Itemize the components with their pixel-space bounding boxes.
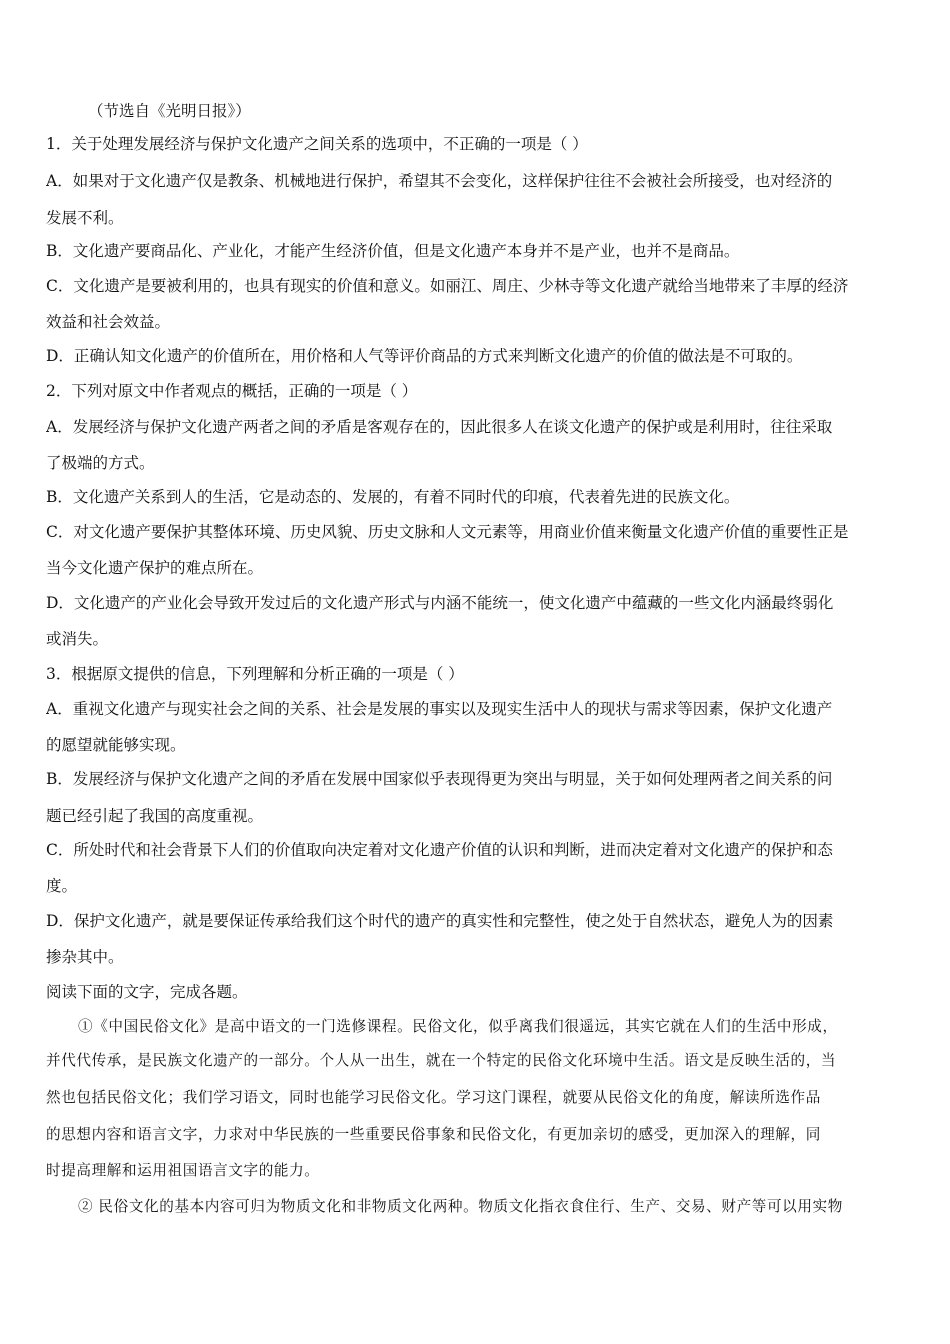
passage-p2-line1: ② 民俗文化的基本内容可归为物质文化和非物质文化两种。物质文化指衣食住行、生产、交易、财产等可以用实物 <box>78 1198 843 1215</box>
q3-option-b-line2: 题已经引起了我国的高度重视。 <box>46 807 264 825</box>
passage-p1-line4: 的思想内容和语言文字，力求对中华民族的一些重要民俗事象和民俗文化，有更加亲切的感受，更加深入的理解，同 <box>46 1126 821 1143</box>
q1-option-c-line1: C．文化遗产是要被利用的，也具有现实的价值和意义。如丽江、周庄、少林寺等文化遗产就给当地带来了丰厚的经济 <box>46 277 849 295</box>
q1-option-a-line1: A．如果对于文化遗产仅是教条、机械地进行保护，希望其不会变化，这样保护往往不会被社会所接受，也对经济的 <box>46 172 833 190</box>
q2-option-d-line2: 或消失。 <box>46 630 109 648</box>
q2-option-d-line1: D．文化遗产的产业化会导致开发过后的文化遗产形式与内涵不能统一，使文化遗产中蕴藏的一些文化内涵最终弱化 <box>46 594 834 612</box>
q1-option-c-line2: 效益和社会效益。 <box>46 313 171 331</box>
passage-p1-line3: 然也包括民俗文化；我们学习语文，同时也能学习民俗文化。学习这门课程，就要从民俗文化的角度，解读所选作品 <box>46 1089 821 1106</box>
q3-option-a-line2: 的愿望就能够实现。 <box>46 736 186 754</box>
q1-option-a-line2: 发展不利。 <box>46 209 124 227</box>
q3-option-a-line1: A．重视文化遗产与现实社会之间的关系、社会是发展的事实以及现实生活中人的现状与需求等因素，保护文化遗产 <box>46 700 833 718</box>
question-2-stem: 2．下列对原文中作者观点的概括，正确的一项是（ ） <box>46 382 418 400</box>
q2-option-b-line1: B．文化遗产关系到人的生活，它是动态的、发展的，有着不同时代的印痕，代表着先进的民族文化。 <box>46 488 740 506</box>
q3-option-d-line1: D．保护文化遗产，就是要保证传承给我们这个时代的遗产的真实性和完整性，使之处于自然状态，避免人为的因素 <box>46 912 834 930</box>
passage-p1-line5: 时提高理解和运用祖国语言文字的能力。 <box>46 1162 320 1179</box>
q2-option-a-line2: 了极端的方式。 <box>46 454 155 472</box>
reading-instruction: 阅读下面的文字，完成各题。 <box>46 983 248 1001</box>
passage-p1-line2: 并代代传承，是民族文化遗产的一部分。个人从一出生，就在一个特定的民俗文化环境中生活。语文是反映生活的，当 <box>46 1052 837 1069</box>
q2-option-c-line2: 当今文化遗产保护的难点所在。 <box>46 559 264 577</box>
source-note: （节选自《光明日报》） <box>88 102 251 120</box>
q3-option-b-line1: B．发展经济与保护文化遗产之间的矛盾在发展中国家似乎表现得更为突出与明显，关于如何处理两者之间关系的问 <box>46 770 833 788</box>
q1-option-d-line1: D．正确认知文化遗产的价值所在，用价格和人气等评价商品的方式来判断文化遗产的价值的做法是不可取的。 <box>46 347 803 365</box>
q2-option-a-line1: A．发展经济与保护文化遗产两者之间的矛盾是客观存在的，因此很多人在谈文化遗产的保护或是利用时，往往采取 <box>46 418 833 436</box>
q1-option-b-line1: B．文化遗产要商品化、产业化，才能产生经济价值，但是文化遗产本身并不是产业，也并不是商品。 <box>46 242 740 260</box>
q3-option-c-line1: C．所处时代和社会背景下人们的价值取向决定着对文化遗产价值的认识和判断，进而决定着对文化遗产的保护和态 <box>46 841 833 859</box>
q2-option-c-line1: C．对文化遗产要保护其整体环境、历史风貌、历史文脉和人文元素等，用商业价值来衡量文化遗产价值的重要性正是 <box>46 523 849 541</box>
question-1-stem: 1．关于处理发展经济与保护文化遗产之间关系的选项中，不正确的一项是（ ） <box>46 135 588 153</box>
passage-p1-line1: ①《中国民俗文化》是高中语文的一门选修课程。民俗文化，似乎离我们很遥远，其实它就在人们的生活中形成， <box>78 1018 838 1035</box>
q3-option-c-line2: 度。 <box>46 877 78 895</box>
question-3-stem: 3．根据原文提供的信息，下列理解和分析正确的一项是（ ） <box>46 665 464 683</box>
q3-option-d-line2: 掺杂其中。 <box>46 948 124 966</box>
